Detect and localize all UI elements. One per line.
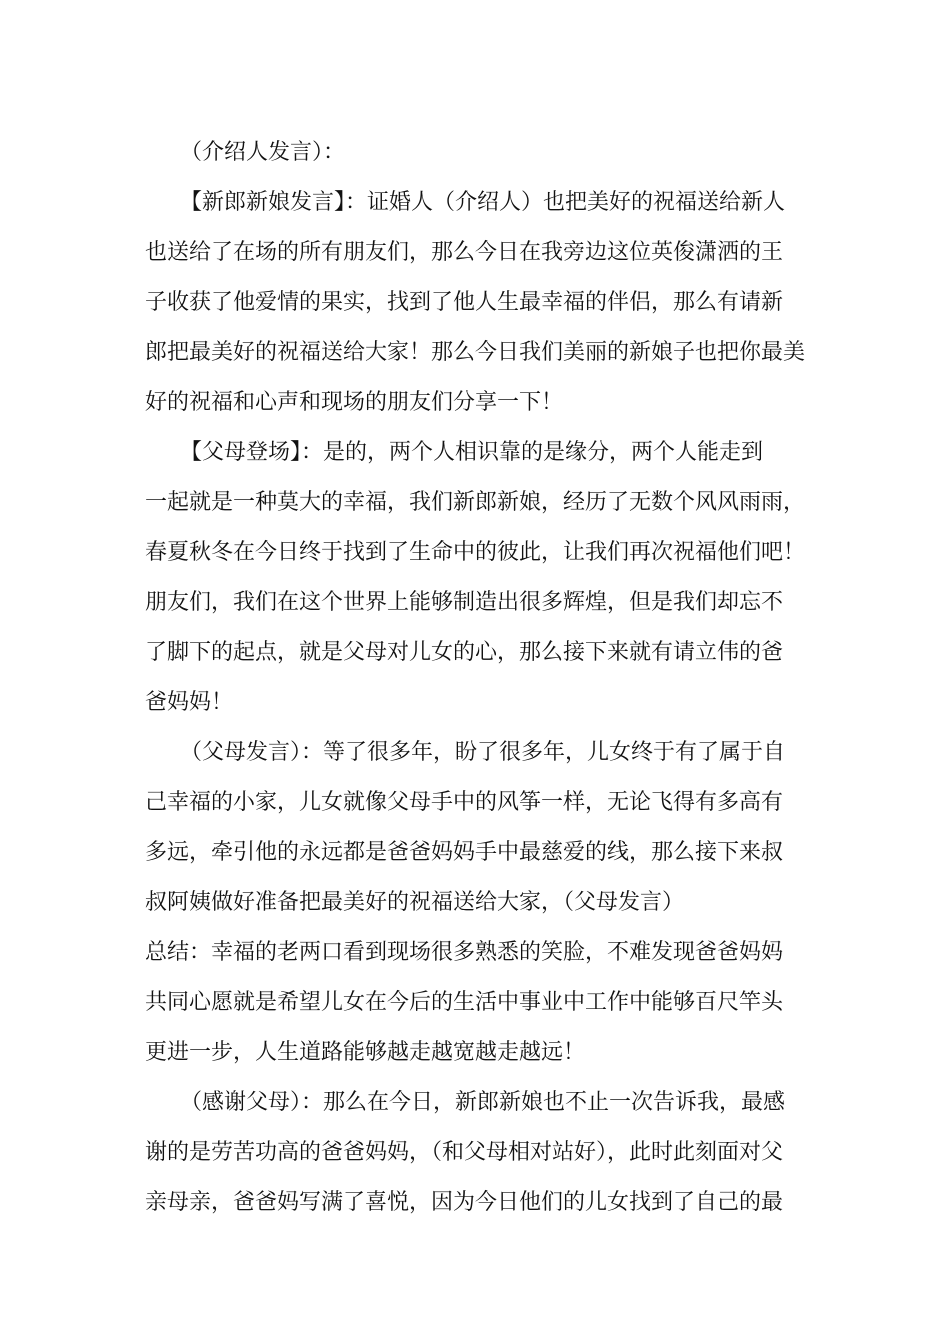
- text-line: （感谢父母）：那么在今日，新郎新娘也不止一次告诉我，最感: [180, 1090, 786, 1115]
- text-line: （介绍人发言）：: [180, 140, 346, 165]
- text-line: 更进一步，人生道路能够越走越宽越走越远！: [145, 1040, 586, 1065]
- text-line: 【父母登场】：是的，两个人相识靠的是缘分，两个人能走到: [180, 440, 764, 465]
- text-line: 多远，牵引他的永远都是爸爸妈妈手中最慈爱的线，那么接下来叔: [145, 840, 784, 865]
- text-line: 爸妈妈！: [145, 690, 234, 715]
- text-line: 好的祝福和心声和现场的朋友们分享一下！: [145, 390, 564, 415]
- text-line: 春夏秋冬在今日终于找到了生命中的彼此，让我们再次祝福他们吧！: [145, 540, 806, 565]
- text-line: （父母发言）：等了很多年，盼了很多年，儿女终于有了属于自: [180, 740, 786, 765]
- text-line: 亲母亲，爸爸妈写满了喜悦，因为今日他们的儿女找到了自己的最: [145, 1190, 784, 1215]
- text-line: 朋友们，我们在这个世界上能够制造出很多辉煌，但是我们却忘不: [145, 590, 784, 615]
- text-line: 【新郎新娘发言】：证婚人（介绍人）也把美好的祝福送给新人: [180, 190, 786, 215]
- text-line: 叔阿姨做好准备把最美好的祝福送给大家，（父母发言）: [145, 890, 685, 915]
- text-line: 一起就是一种莫大的幸福，我们新郎新娘，经历了无数个风风雨雨，: [145, 490, 806, 515]
- text-line: 总结：幸福的老两口看到现场很多熟悉的笑脸，不难发现爸爸妈妈: [145, 940, 784, 965]
- text-line: 也送给了在场的所有朋友们，那么今日在我旁边这位英俊潇洒的王: [145, 240, 784, 265]
- text-line: 子收获了他爱情的果实，找到了他人生最幸福的伴侣，那么有请新: [145, 290, 784, 315]
- text-line: 了脚下的起点，就是父母对儿女的心，那么接下来就有请立伟的爸: [145, 640, 784, 665]
- text-line: 谢的是劳苦功高的爸爸妈妈，（和父母相对站好），此时此刻面对父: [145, 1140, 784, 1165]
- text-line: 郎把最美好的祝福送给大家！那么今日我们美丽的新娘子也把你最美: [145, 340, 806, 365]
- text-line: 己幸福的小家，儿女就像父母手中的风筝一样，无论飞得有多高有: [145, 790, 784, 815]
- text-line: 共同心愿就是希望儿女在今后的生活中事业中工作中能够百尺竿头: [145, 990, 784, 1015]
